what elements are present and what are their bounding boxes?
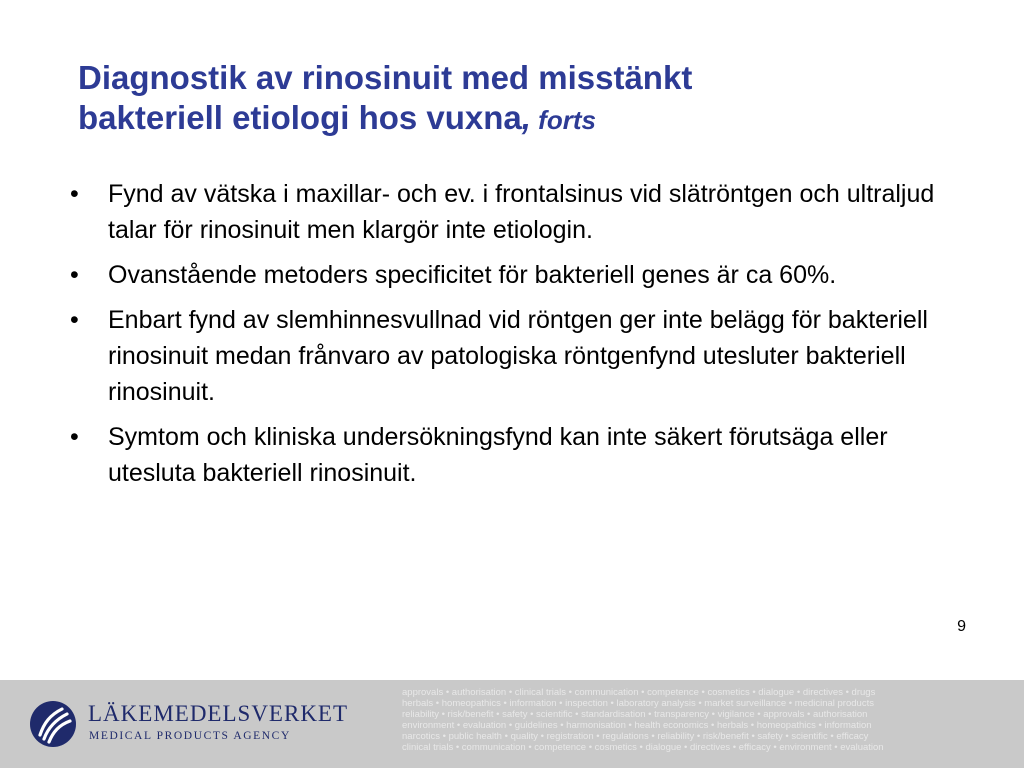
bullet-text: Enbart fynd av slemhinnesvullnad vid röntgen ger inte belägg för bakteriell rinosinuit medan frånvaro av patologiska röntgenfynd utesluter bakteriell rinosinuit. [108,306,928,406]
watermark-line: herbals • homeopathics • information • inspection • laboratory analysis • market surveillance • medicinal products [402,698,874,709]
watermark-line: clinical trials • communication • competence • cosmetics • dialogue • directives • efficacy • environment • evaluation [402,742,884,753]
keyword-watermark [402,687,1024,767]
agency-logo-name: LÄKEMEDELSVERKET [88,701,349,726]
bullet-marker: • [70,306,79,334]
bullet-list [70,176,950,500]
slide-title [78,58,958,140]
bullet-marker: • [70,423,79,451]
agency-logo-subtitle: MEDICAL PRODUCTS AGENCY [89,730,291,742]
bullet-text: Symtom och kliniska undersökningsfynd kan inte säkert förutsäga eller utesluta bakteriell rinosinuit. [108,423,888,487]
bullet-item [70,419,950,491]
page-number: 9 [957,618,966,635]
bullet-text: Ovanstående metoders specificitet för bakteriell genes är ca 60%. [108,261,837,289]
watermark-line: environment • evaluation • guidelines • harmonisation • health economics • herbals • homeopathics • information [402,720,872,731]
agency-logo [28,699,368,751]
bullet-marker: • [70,261,79,289]
watermark-line: narcotics • public health • quality • registration • regulations • reliability • risk/benefit • safety • scientific • efficacy [402,731,869,742]
slide-title-line-1: Diagnostik av rinosinuit med misstänkt [78,59,693,96]
stylized-pharmacy-emblem-icon [28,699,78,749]
slide-title-line-2 [78,98,958,140]
bullet-item [70,257,950,293]
watermark-line: approvals • authorisation • clinical trials • communication • competence • cosmetics • dialogue • directives • drugs [402,687,876,698]
footer-band [0,680,1024,768]
bullet-item [70,302,950,410]
bullet-item [70,176,950,248]
slide-title-line-2-text: bakteriell etiologi hos vuxna [78,99,522,136]
slide-title-suffix: forts [530,105,596,135]
bullet-text: Fynd av vätska i maxillar- och ev. i frontalsinus vid slätröntgen och ultraljud talar för rinosinuit men klargör inte etiologin. [108,180,935,244]
watermark-line: reliability • risk/benefit • safety • scientific • standardisation • transparency • vigilance • approvals • authorisation [402,709,868,720]
bullet-marker: • [70,180,79,208]
slide-title-separator: , [521,99,531,136]
